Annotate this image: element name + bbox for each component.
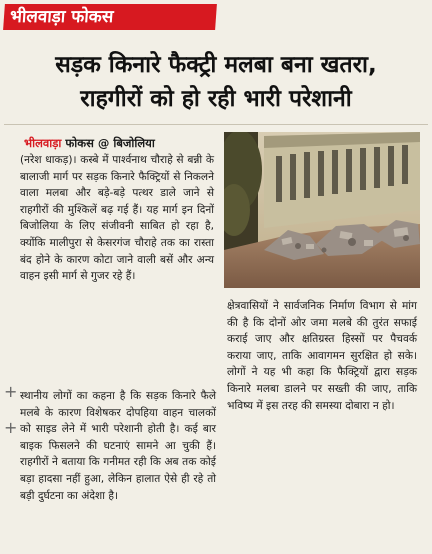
masthead-section: फोकस (70, 7, 114, 27)
headline (0, 48, 432, 116)
headline-line-1: सड़क किनारे फैक्ट्री मलबा बना खतरा, (55, 52, 377, 78)
margin-mark-icon: + (4, 418, 18, 437)
headline-line-2: राहगीरों को हो रही भारी परेशानी (80, 86, 352, 112)
photo-illustration (224, 132, 420, 288)
dateline (24, 136, 155, 151)
masthead-banner (3, 4, 217, 30)
dateline-city: भीलवाड़ा (24, 136, 62, 150)
paragraph-2: स्थानीय लोगों का कहना है कि सड़क किनारे फैले मलबे के कारण विशेषकर दोपहिया वाहन चालकों को साइड लेने में भारी परेशानी होती है। कई बार बाइक फिसलने की घटनाएं सामने आ चुकी हैं। राहगीरों ने बताया कि गनीमत रही कि अब तक कोई बड़ा हादसा नहीं हुआ, लेकिन हालात ऐसे ही रहे तो बड़ी दुर्घटना का अंदेशा है। (20, 390, 216, 502)
dateline-rest: फोकस @ बिजोलिया (65, 136, 155, 150)
divider (4, 124, 428, 125)
masthead-brand: भीलवाड़ा (9, 7, 66, 27)
article-column-1-bottom (20, 388, 216, 504)
article-column-2 (227, 298, 417, 414)
paragraph-3: क्षेत्रवासियों ने सार्वजनिक निर्माण विभाग से मांग की है कि दोनों ओर जमा मलबे की तुरंत सफाई कराई जाए और क्षतिग्रस्त हिस्सों पर पैचवर्क कराया जाए, ताकि आवागमन सुरक्षित हो सके। लोगों ने यह भी कहा कि फैक्ट्रियों द्वारा सड़क किनारे मलबा डालने पर सख्ती की जाए, ताकि भविष्य में इस तरह की समस्या दोबारा न हो। (227, 300, 417, 412)
paragraph-1: (नरेश धाकड़)। कस्बे में पार्श्वनाथ चौराहे से बन्नी के बालाजी मार्ग पर सड़क किनारे फैक्ट्रियों से निकलने वाला मलबा और बड़े-बड़े पत्थर डाले जाने से राहगीरों की मुश्किलें बढ़ गई हैं। यह मार्ग इन दिनों बिजोलिया के लिए संजीवनी साबित हो रहा है, क्योंकि मालीपुरा से केसरगंज चौराहे तक का रास्ता बंद होने के कारण कोटा जाने वाली बसें और अन्य वाहन इसी मार्ग से गुजर रहे हैं। (20, 154, 214, 283)
margin-mark-icon: + (4, 382, 18, 401)
roadside-debris-photo (224, 132, 420, 288)
article-column-1-top (20, 152, 214, 285)
